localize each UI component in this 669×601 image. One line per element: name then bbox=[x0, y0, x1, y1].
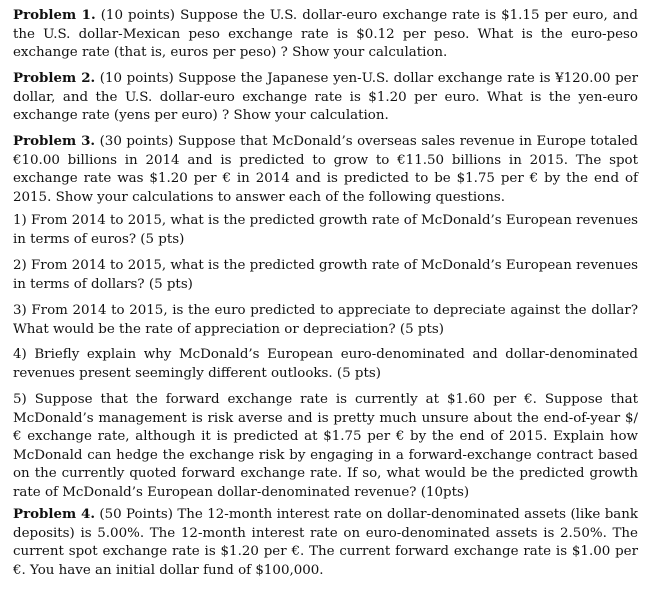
problem-3-question-4: 4) Briefly explain why McDonald’s European euro-denominated and dollar-denominated revenues present seemingly different outlooks. (5 pts) bbox=[13, 347, 638, 381]
problem-3-text: (30 points) Suppose that McDonald’s overseas sales revenue in Europe totaled €10.00 billions in 2014 and is predicted to grow to €11.50 billions in 2015. The spot exchange rate was $1.20 per € in 2014 and is predicted to be $1.75 per € by the end of 2015. Show your calculations to answer each of the following questions. bbox=[13, 134, 638, 205]
problem-3 bbox=[13, 132, 638, 207]
problem-4 bbox=[13, 505, 638, 580]
problem-2 bbox=[13, 69, 638, 126]
problem-1 bbox=[13, 6, 638, 63]
problem-3-title: Problem 3. bbox=[13, 133, 96, 149]
problem-3-question-5: 5) Suppose that the forward exchange rate is currently at $1.60 per €. Suppose that McDonald’s management is risk averse and is pretty much unsure about the end-of-year $/€ exchange rate, although it is predicted at $1.75 per € by the end of 2015. Explain how McDonald can hedge the exchange risk by engaging in a forward-exchange contract based on the currently quoted forward exchange rate. If so, what would be the predicted growth rate of McDonald’s European dollar-denominated revenue? (10pts) bbox=[13, 392, 638, 500]
problem-2-title: Problem 2. bbox=[13, 70, 96, 86]
problem-1-text: (10 points) Suppose the U.S. dollar-euro exchange rate is $1.15 per euro, and the U.S. dollar-Mexican peso exchange rate is $0.12 per peso. What is the euro-peso exchange rate (that is, euros per peso) ? Show your calculation. bbox=[13, 8, 638, 61]
problem-3-question-1: 1) From 2014 to 2015, what is the predicted growth rate of McDonald’s European revenues in terms of euros? (5 pts) bbox=[13, 213, 638, 247]
problem-3-question-2: 2) From 2014 to 2015, what is the predicted growth rate of McDonald’s European revenues in terms of dollars? (5 pts) bbox=[13, 258, 638, 292]
problem-1-title: Problem 1. bbox=[13, 7, 96, 23]
problem-4-text: (50 Points) The 12-month interest rate on dollar-denominated assets (like bank deposits) is 5.00%. The 12-month interest rate on euro-denominated assets is 2.50%. The current spot exchange rate is $1.20 per €. The current forward exchange rate is $1.00 per €. You have an initial dollar fund of $100,000. bbox=[13, 507, 638, 578]
problem-2-text: (10 points) Suppose the Japanese yen-U.S. dollar exchange rate is ¥120.00 per dollar, and the U.S. dollar-euro exchange rate is $1.20 per euro. What is the yen-euro exchange rate (yens per euro) ? Show your calculation. bbox=[13, 71, 638, 124]
problem-3-question-3: 3) From 2014 to 2015, is the euro predicted to appreciate to depreciate against the dollar? What would be the rate of appreciation or depreciation? (5 pts) bbox=[13, 303, 638, 337]
problem-4-title: Problem 4. bbox=[13, 506, 95, 522]
